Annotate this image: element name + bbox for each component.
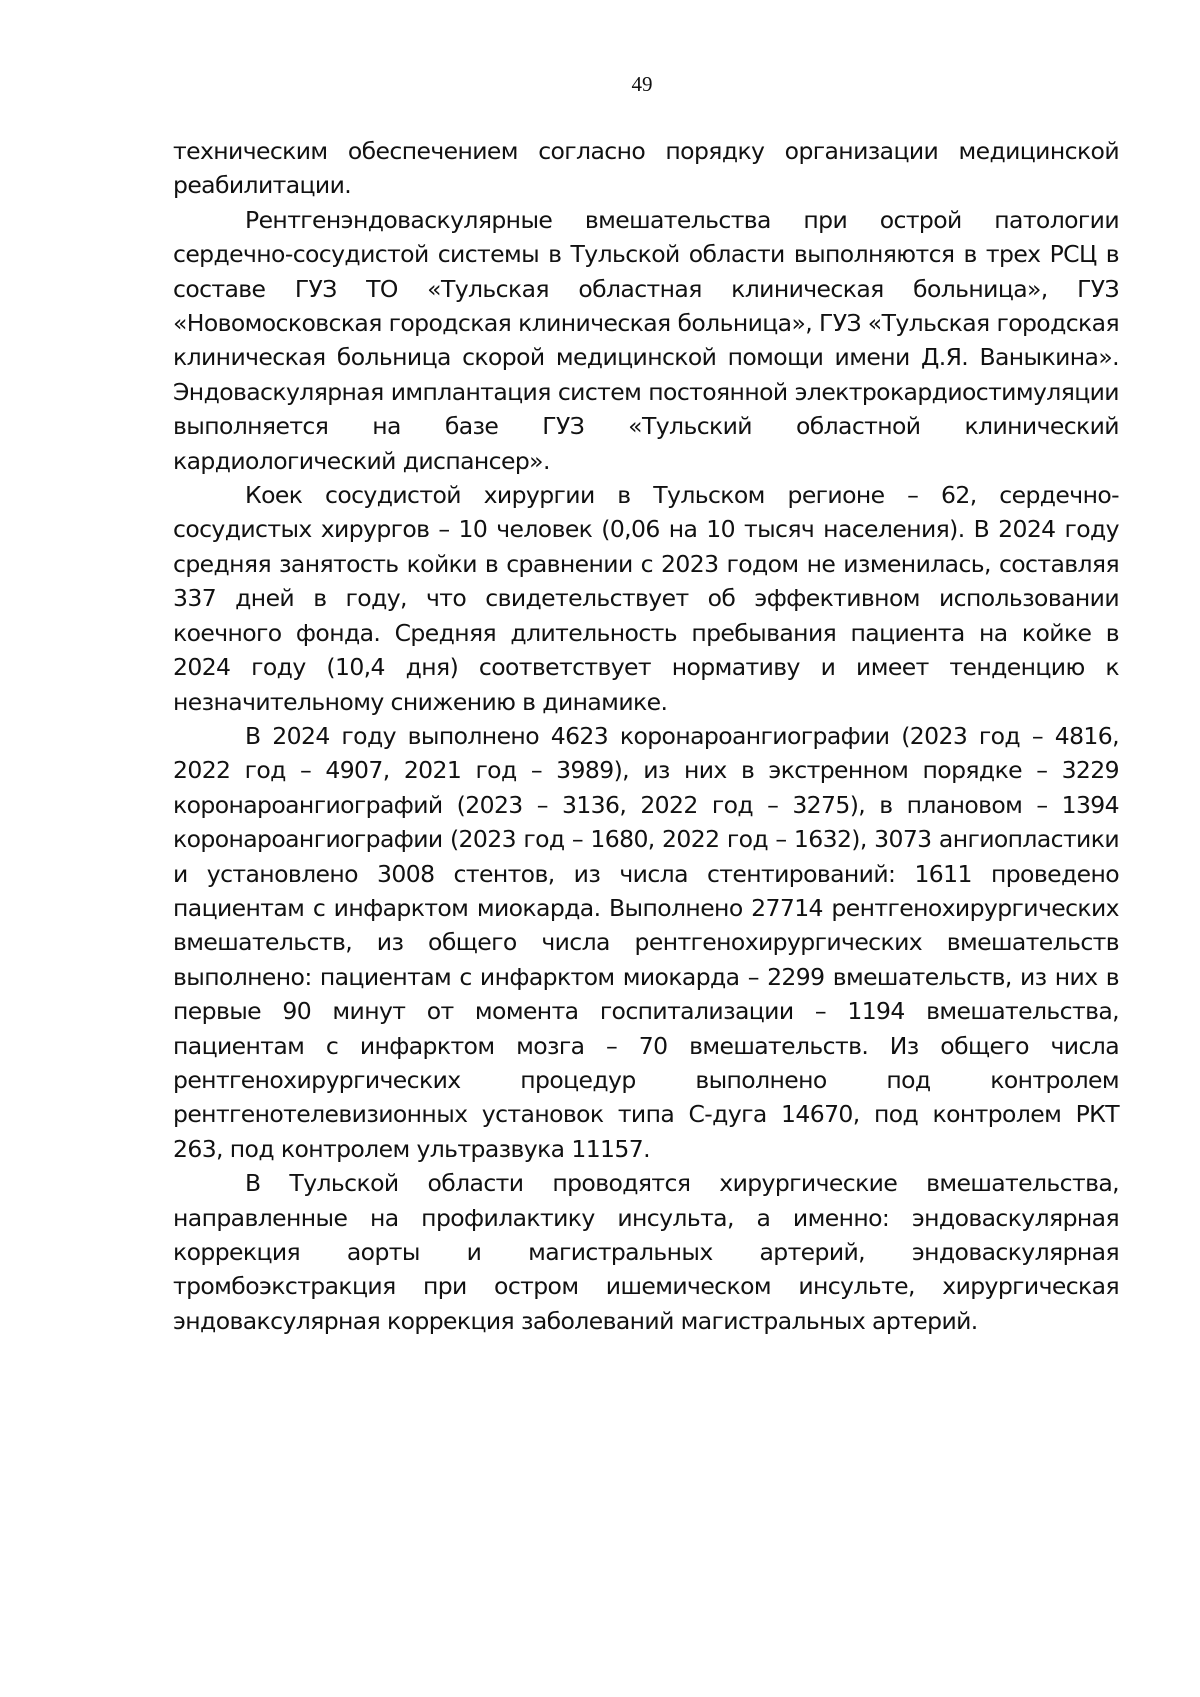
page-number: 49 [631,72,653,96]
paragraph-vascular-surgery-beds: Коек сосудистой хирургии в Тульском регионе – 62, сердечно-сосудистых хирургов – 10 человек (0,06 на 10 тысяч населения). В 2024 году средняя занятость койки в сравнении с 2023 годом не изменилась, составляя 337 дней в году, что свидетельствует об эффективном использовании коечного фонда. Средняя длительность пребывания пациента на койке в 2024 году (10,4 дня) соответствует нормативу и имеет тенденцию к незначительному снижению в динамике. [173,481,1119,716]
document-body [173,134,1119,1338]
paragraph-coronary-angiography-stats: В 2024 году выполнено 4623 коронароангиографии (2023 год – 4816, 2022 год – 4907, 2021 год – 3989), из них в экстренном порядке – 3229 коронароангиографий (2023 – 3136, 2022 год – 3275), в плановом – 1394 коронароангиографии (2023 год – 1680, 2022 год – 1632), 3073 ангиопластики и установлено 3008 стентов, из числа стентирований: 1611 проведено пациентам с инфарктом миокарда. Выполнено 27714 рентгенохирургических вмешательств, из общего числа рентгенохирургических вмешательств выполнено: пациентам с инфарктом миокарда – 2299 вмешательств, из них в первые 90 минут от момента госпитализации – 1194 вмешательства, пациентам с инфарктом мозга – 70 вмешательств. Из общего числа рентгенохирургических процедур выполнено под контролем рентгенотелевизионных установок типа С-дуга 14670, под контролем РКТ 263, под контролем ультразвука 11157. [173,721,1119,1163]
paragraph-endovascular-interventions: Рентгенэндоваскулярные вмешательства при острой патологии сердечно-сосудистой системы в Тульской области выполняются в трех РСЦ в составе ГУЗ ТО «Тульская областная клиническая больница», ГУЗ «Новомосковская городская клиническая больница», ГУЗ «Тульская городская клиническая больница скорой медицинской помощи имени Д.Я. Ваныкина». Эндоваскулярная имплантация систем постоянной электрокардиостимуляции выполняется на базе ГУЗ «Тульский областной клинический кардиологический диспансер». [173,205,1119,475]
paragraph-stroke-prevention: В Тульской области проводятся хирургические вмешательства, направленные на профилактику инсульта, а именно: эндоваскулярная коррекция аорты и магистральных артерий, эндоваскулярная тромбоэкстракция при остром ишемическом инсульте, хирургическая эндоваксулярная коррекция заболеваний магистральных артерий. [173,1169,1119,1335]
paragraph-continuation: техническим обеспечением согласно порядку организации медицинской реабилитации. [173,137,1119,200]
